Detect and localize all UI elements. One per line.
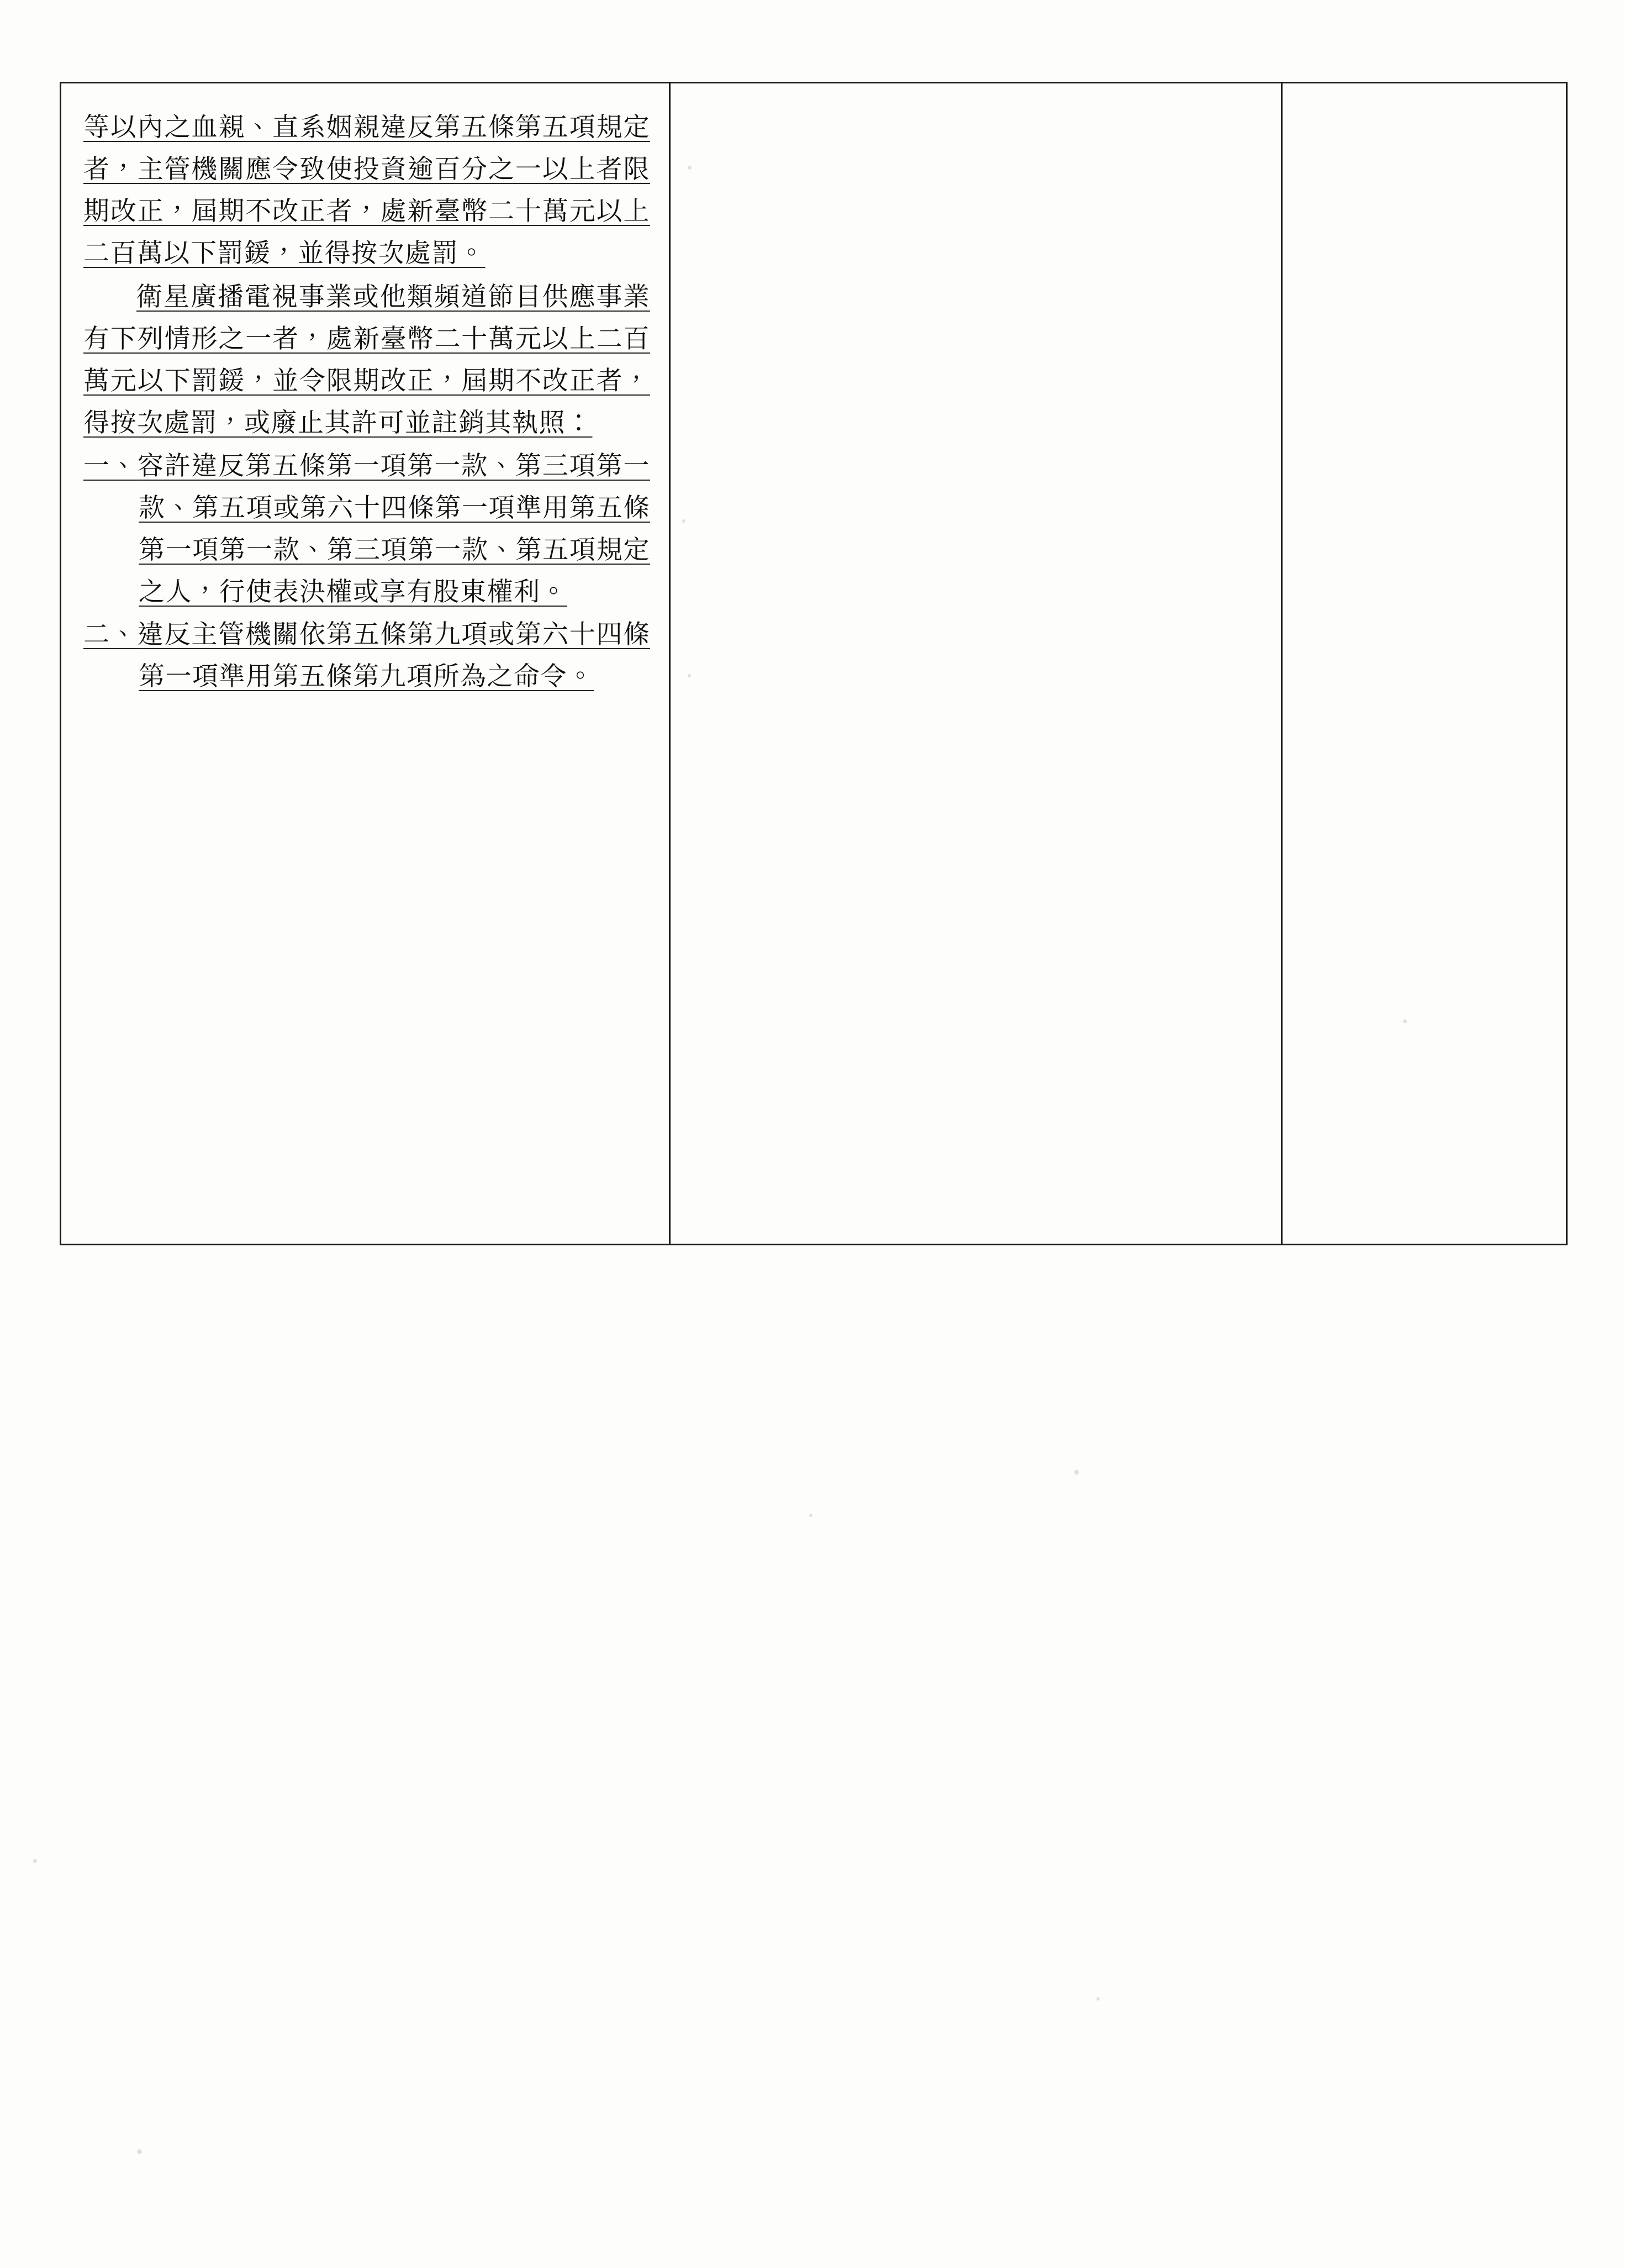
paragraph-continuation: 等以內之血親、直系姻親違反第五條第五項規定者，主管機關應令致使投資逾百分之一以上者限期改正，屆期不改正者，處新臺幣二十萬元以上二百萬以下罰鍰，並得按次處罰。 [83, 112, 650, 269]
list-item-marker: 一、 [83, 451, 138, 481]
table-row [61, 83, 1567, 1245]
cell-current-text [670, 83, 1282, 1245]
paragraph-satellite-broadcasting: 衛星廣播電視事業或他類頻道節目供應事業有下列情形之一者，處新臺幣二十萬元以上二百萬元以下罰鍰，並令限期改正，屆期不改正者，得按次處罰，或廢止其許可並註銷其執照： [83, 281, 650, 438]
list-item-text: 違反主管機關依第五條第九項或第六十四條第一項準用第五條第九項所為之命令。 [137, 619, 650, 692]
cell-modified-text [61, 83, 670, 1245]
list-item-marker: 二、 [83, 619, 138, 650]
scan-speck [1074, 1470, 1079, 1475]
list-item-text: 容許違反第五條第一項第一款、第三項第一款、第五項或第六十四條第一項準用第五條第一項第一款、第三項第一款、第五項規定之人，行使表決權或享有股東權利。 [137, 451, 650, 608]
scan-speck [33, 1859, 37, 1863]
current-text-content [671, 83, 1281, 1244]
notes-content [1283, 83, 1566, 1244]
scan-speck [137, 2149, 142, 2154]
list-item [83, 614, 650, 698]
list-item [83, 445, 650, 614]
amendment-comparison-table [60, 82, 1568, 1245]
scan-speck [809, 1514, 813, 1517]
scan-speck [1096, 1997, 1100, 2001]
cell-notes [1282, 83, 1567, 1245]
